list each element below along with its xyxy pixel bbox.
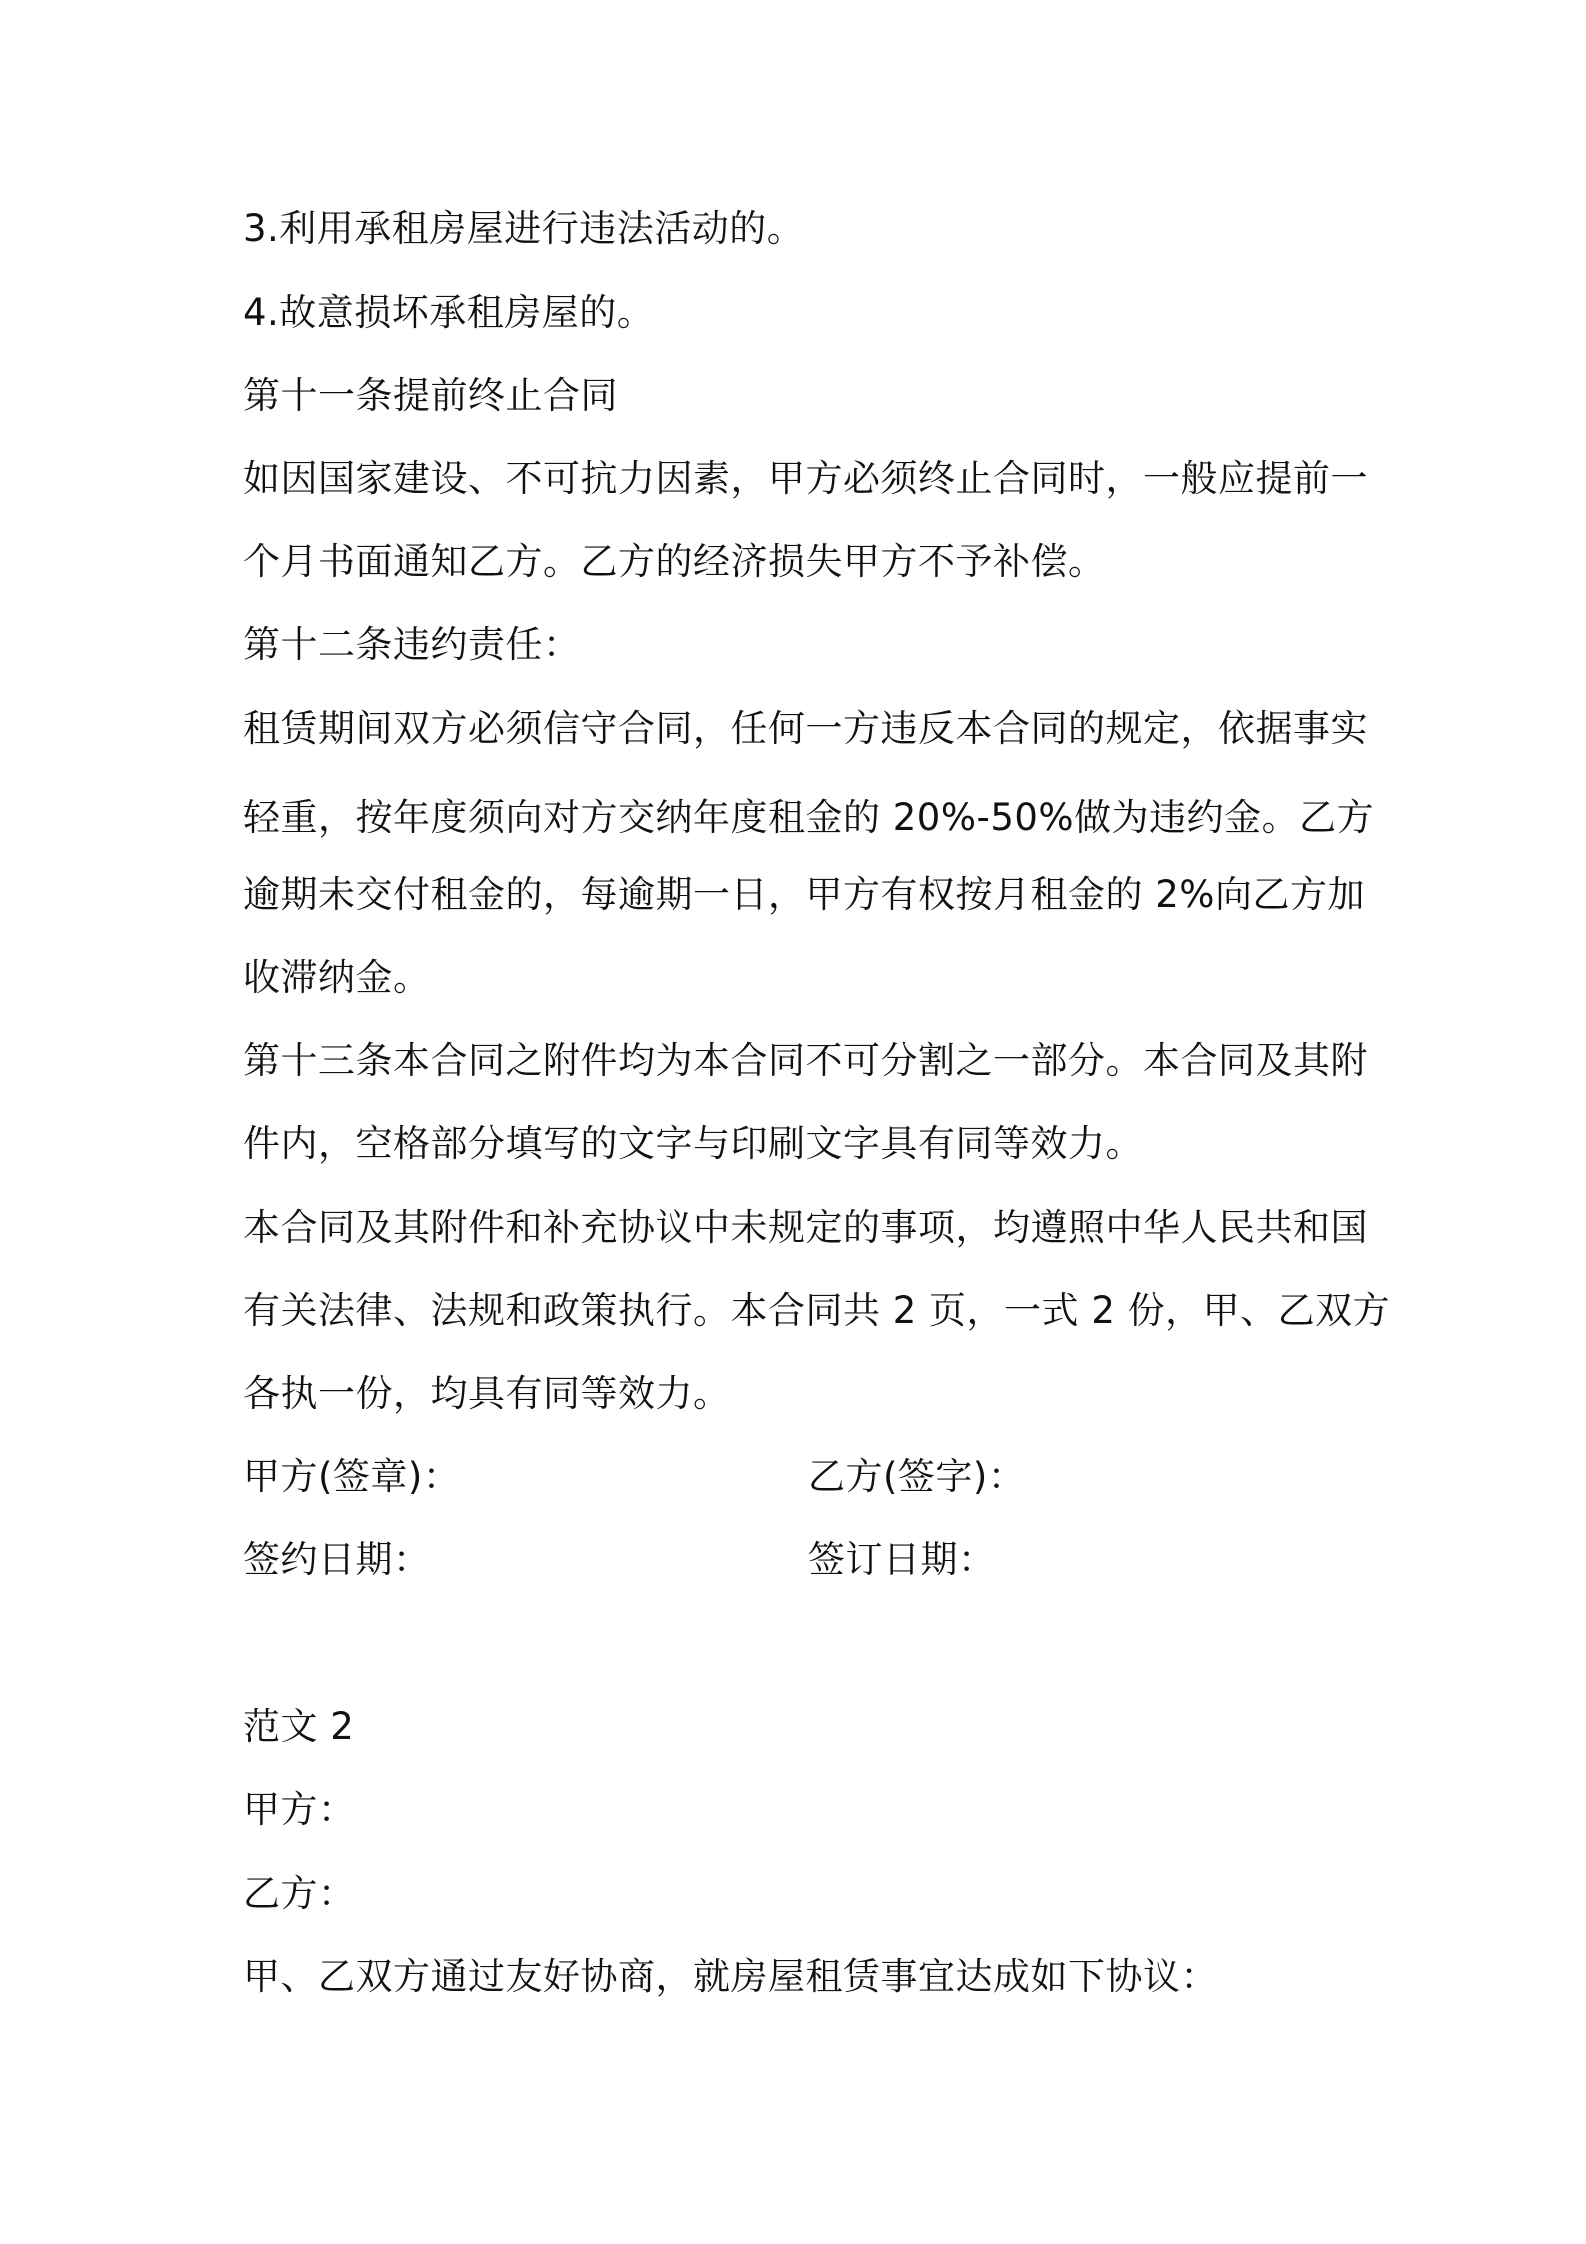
paragraph-line: 逾期未交付租金的，每逾期一日，甲方有权按月租金的 2%向乙方加 bbox=[243, 873, 1365, 916]
party-a-label: 甲方： bbox=[243, 1788, 356, 1831]
party-a-seal-label: 甲方(签章)： bbox=[243, 1455, 461, 1498]
paragraph-line: 本合同及其附件和补充协议中未规定的事项，均遵照中华人民共和国 bbox=[243, 1206, 1368, 1249]
paragraph-line: 个月书面通知乙方。乙方的经济损失甲方不予补偿。 bbox=[243, 540, 1106, 583]
section-heading: 第十二条违约责任： bbox=[243, 623, 581, 666]
party-b-sign-label: 乙方(签字)： bbox=[808, 1455, 1026, 1498]
clause-line: 3.利用承租房屋进行违法活动的。 bbox=[243, 207, 805, 250]
sample-title: 范文 2 bbox=[243, 1705, 355, 1748]
party-a-date-label: 签约日期： bbox=[243, 1538, 431, 1581]
paragraph-line: 有关法律、法规和政策执行。本合同共 2 页，一式 2 份，甲、乙双方 bbox=[243, 1289, 1391, 1332]
paragraph-line: 收滞纳金。 bbox=[243, 956, 431, 999]
paragraph-line: 件内，空格部分填写的文字与印刷文字具有同等效力。 bbox=[243, 1122, 1143, 1165]
section-heading: 第十一条提前终止合同 bbox=[243, 374, 618, 417]
paragraph-line: 各执一份，均具有同等效力。 bbox=[243, 1372, 731, 1415]
paragraph-line: 轻重，按年度须向对方交纳年度租金的 20%-50%做为违约金。乙方 bbox=[243, 796, 1375, 839]
party-b-label: 乙方： bbox=[243, 1872, 356, 1915]
clause-line: 4.故意损坏承租房屋的。 bbox=[243, 291, 655, 334]
paragraph-line: 第十三条本合同之附件均为本合同不可分割之一部分。本合同及其附 bbox=[243, 1039, 1368, 1082]
paragraph-line: 租赁期间双方必须信守合同，任何一方违反本合同的规定，依据事实 bbox=[243, 707, 1368, 750]
paragraph-line: 如因国家建设、不可抗力因素，甲方必须终止合同时，一般应提前一 bbox=[243, 457, 1368, 500]
intro-line: 甲、乙双方通过友好协商，就房屋租赁事宜达成如下协议： bbox=[243, 1955, 1218, 1998]
party-b-date-label: 签订日期： bbox=[808, 1538, 996, 1581]
